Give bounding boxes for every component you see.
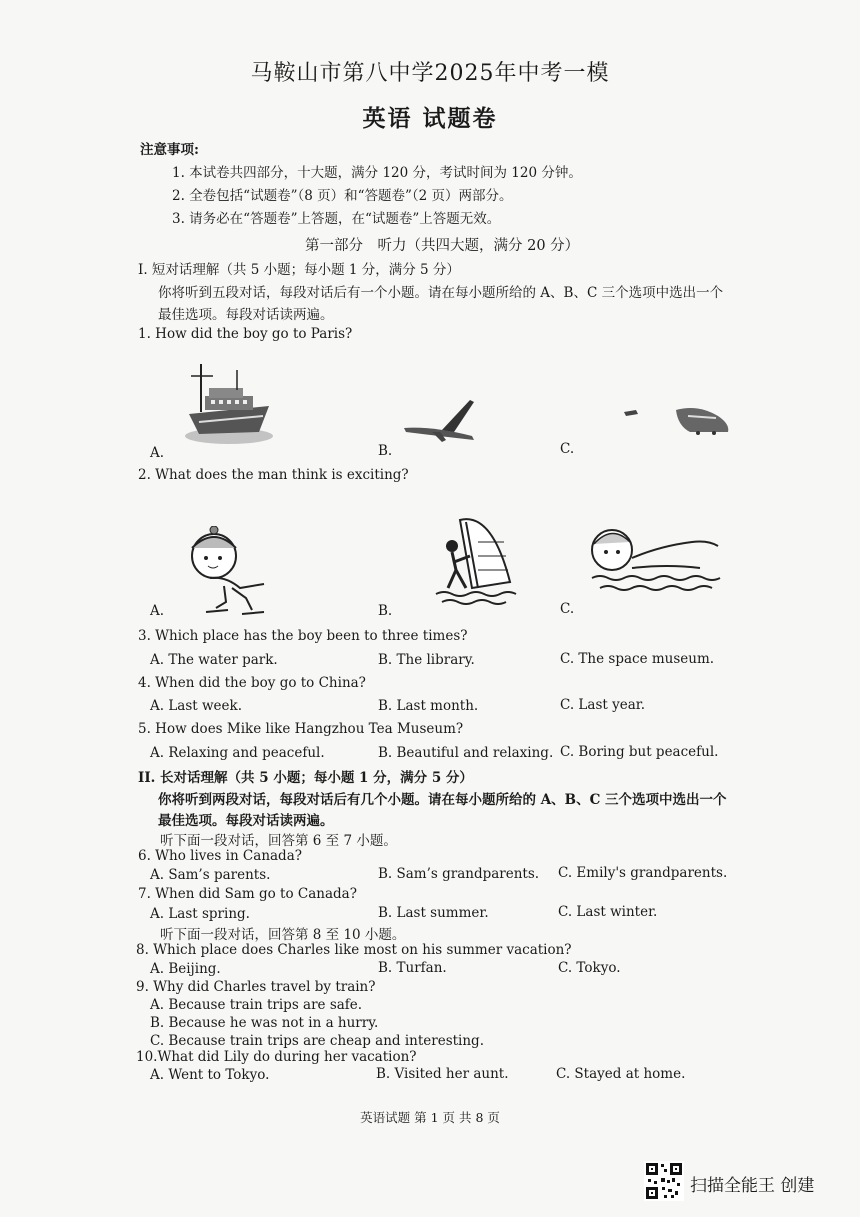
q2-option-b-label: B. [378,603,393,619]
q9-option-b: B. Because he was not in a hurry. [150,1015,379,1031]
q10-option-b: B. Visited her aunt. [376,1066,509,1082]
question-3-stem: 3. Which place has the boy been to three times? [138,628,468,644]
notice-item-3: 3. 请务必在“答题卷”上答题，在“试题卷”上答题无效。 [172,211,501,227]
q9-option-c: C. Because train trips are cheap and interesting. [150,1033,484,1049]
q10-option-a: A. Went to Tokyo. [150,1067,270,1083]
q6-option-c: C. Emily's grandparents. [558,865,728,881]
q5-option-c: C. Boring but peaceful. [560,744,719,760]
q2-option-a-label: A. [150,603,165,619]
question-9-stem: 9. Why did Charles travel by train? [136,979,376,995]
q3-option-a: A. The water park. [150,652,278,668]
q1-option-a-label: A. [150,445,165,461]
qr-code-icon [644,1161,684,1201]
question-8-stem: 8. Which place does Charles like most on his summer vacation? [136,942,572,958]
exam-title: 马鞍山市第八中学2025年中考一模 [250,61,610,86]
q9-option-a: A. Because train trips are safe. [150,997,363,1013]
q1-option-c-label: C. [560,441,575,457]
section1-title: I. 短对话理解（共 5 小题；每小题 1 分，满分 5 分） [138,262,460,278]
q1-option-b-label: B. [378,443,393,459]
skating-picture [180,526,284,618]
q5-option-a: A. Relaxing and peaceful. [150,745,325,761]
q6-option-b: B. Sam’s grandparents. [378,866,540,882]
question-2-stem: 2. What does the man think is exciting? [138,467,409,483]
section1-instruction-line1: 你将听到五段对话，每段对话后有一个小题。请在每小题所给的 A、B、C 三个选项中选出一个 [158,285,724,301]
train-picture [618,402,736,440]
question-4-stem: 4. When did the boy go to China? [138,675,366,691]
page-footer: 英语试题 第 1 页 共 8 页 [360,1110,500,1125]
q8-option-c: C. Tokyo. [558,960,621,976]
q8-option-a: A. Beijing. [150,961,221,977]
q3-option-c: C. The space museum. [560,651,715,667]
q4-option-c: C. Last year. [560,697,646,713]
q4-option-a: A. Last week. [150,698,242,714]
q7-option-c: C. Last winter. [558,904,658,920]
windsurfing-picture [432,512,524,608]
swimming-picture [588,524,730,598]
question-7-stem: 7. When did Sam go to Canada? [138,886,357,902]
section2-title: II. 长对话理解（共 5 小题；每小题 1 分，满分 5 分） [138,770,473,786]
q6-option-a: A. Sam’s parents. [150,867,271,883]
notice-item-1: 1. 本试卷共四部分，十大题，满分 120 分，考试时间为 120 分钟。 [172,165,582,181]
exam-subtitle: 英语 试题卷 [362,105,498,132]
part1-heading: 第一部分 听力（共四大题，满分 20 分） [305,238,580,254]
ship-picture [183,362,275,446]
question-10-stem: 10.What did Lily do during her vacation? [136,1049,417,1065]
scanner-brand-text: 扫描全能王 创建 [690,1176,815,1196]
notice-heading: 注意事项: [140,142,199,158]
q10-option-c: C. Stayed at home. [556,1066,686,1082]
q8-option-b: B. Turfan. [378,960,447,976]
notice-item-2: 2. 全卷包括“试题卷”（8 页）和“答题卷”（2 页）两部分。 [172,188,513,204]
question-6-stem: 6. Who lives in Canada? [138,848,302,864]
airplane-picture [402,396,484,444]
q7-option-a: A. Last spring. [150,906,250,922]
question-1-stem: 1. How did the boy go to Paris? [138,326,353,342]
section2-lead-q6-7: 听下面一段对话，回答第 6 至 7 小题。 [160,833,397,849]
q3-option-b: B. The library. [378,652,475,668]
section2-instruction-line2: 最佳选项。每段对话读两遍。 [158,813,334,829]
q7-option-b: B. Last summer. [378,905,489,921]
section2-instruction-line1: 你将听到两段对话，每段对话后有几个小题。请在每小题所给的 A、B、C 三个选项中选出一个 [158,792,727,808]
q2-option-c-label: C. [560,601,575,617]
q4-option-b: B. Last month. [378,698,479,714]
question-5-stem: 5. How does Mike like Hangzhou Tea Museum? [138,721,464,737]
section1-instruction-line2: 最佳选项。每段对话读两遍。 [158,307,334,323]
q5-option-b: B. Beautiful and relaxing. [378,745,554,761]
section2-lead-q8-10: 听下面一段对话，回答第 8 至 10 小题。 [160,927,406,943]
